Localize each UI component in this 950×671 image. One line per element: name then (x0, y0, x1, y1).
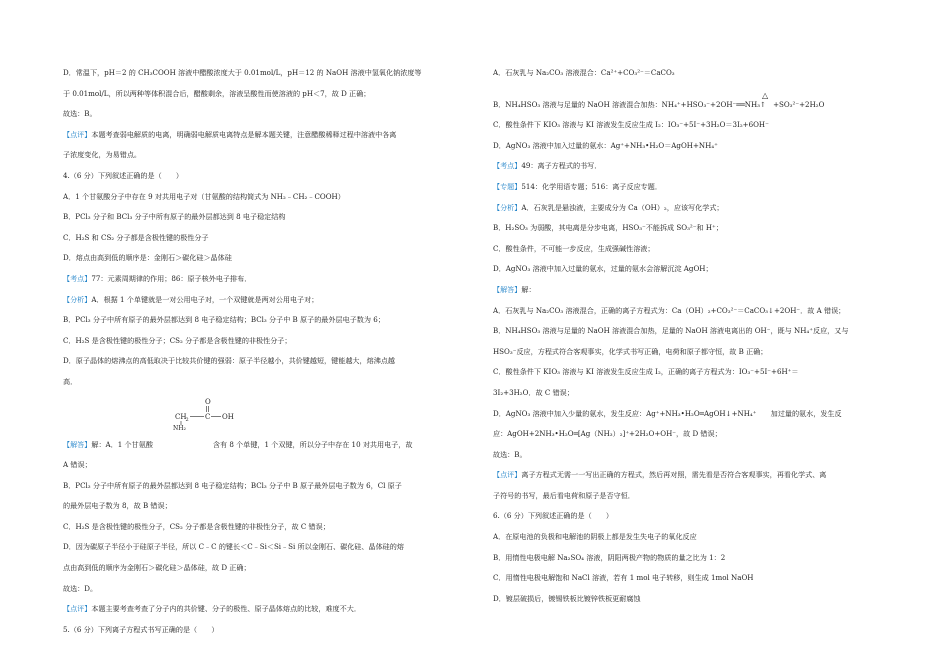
option-d: D．镀层破损后，镀锡铁板比镀锌铁板更耐腐蚀 (493, 593, 641, 603)
text-line: B．PCl₃ 分子中所有原子的最外层都达到 8 电子稳定结构；BCl₃ 分子中 B 原子最外层电子数为 6，Cl 原子 (63, 480, 402, 490)
knowledge-point-line: 【考点】77：元素周期律的作用；86：原子核外电子排布． (63, 273, 252, 283)
text-line: D．常温下，pH＝2 的 CH₃COOH 溶液中醋酸浓度大于 0.01mol/L，pH＝12 的 NaOH 溶液中氢氧化钠浓度等 (63, 68, 422, 77)
glycine-structure-diagram (173, 396, 253, 430)
amino-label: NH₂ (173, 424, 186, 430)
analysis-line: 【分析】A．石灰乳是悬浊液，主要成分为 Ca（OH）₂，应该写化学式； (493, 202, 724, 212)
oxygen-label: O (205, 397, 211, 406)
text-line: A 错误； (63, 460, 92, 470)
review-line: 【点评】本题考查弱电解质的电离，明确弱电解质电离特点是解本题关键，注意醋酸稀释过程中溶液中各离 (63, 129, 397, 139)
option-c: C．用惰性电极电解饱和 NaCl 溶液，若有 1 mol 电子转移，则生成 1mol NaOH (493, 573, 754, 583)
text-line: HSO₃⁻反应，方程式符合客观事实，化学式书写正确，电荷和原子都守恒，故 B 正确； (493, 346, 768, 356)
svg-text:C: C (205, 412, 211, 421)
left-column (63, 68, 469, 645)
text-line: B．H₂SO₃ 为弱酸，其电离是分步电离，HSO₃⁻不能拆成 SO₃²⁻和 H⁺； (493, 223, 723, 233)
text-line: D．AgNO₃ 溶液中加入少量的氨水，发生反应：Ag⁺+NH₃•H₂O═AgOH↓+NH₄⁺ 加过量的氨水，发生反 (493, 408, 842, 418)
text-line: D．因为碳原子半径小于硅原子半径，所以 C﹣C 的键长＜C﹣Si＜Si﹣Si 所以金刚石、碳化硅、晶体硅的熔 (63, 542, 404, 552)
svg-text:CH: CH (175, 412, 187, 421)
option-d: D．熔点由高到低的顺序是：金刚石＞碳化硅＞晶体硅 (63, 253, 232, 263)
text-line: C．酸性条件，不可能一步反应，生成强碱性溶液； (493, 243, 655, 253)
option-c: C．酸性条件下 KIO₃ 溶液与 KI 溶液发生反应生成 I₂：IO₃⁻+5I⁻+3H₂O＝3I₂+6OH⁻ (493, 120, 769, 130)
review-line: 【点评】本题主要考查考查了分子内的共价键、分子的极性、原子晶体熔点的比较，难度不大． (63, 604, 361, 614)
text-line: 故选：B。 (63, 109, 97, 119)
analysis-line: 【分析】A．根据 1 个单键就是一对公用电子对，一个双键就是两对公用电子对； (63, 294, 319, 304)
review-line: 【点评】离子方程式无需一一写出正确的方程式，然后再对照，需先看是否符合客观事实，再看化学式、离 (493, 470, 827, 480)
answer-line: 【解答】解： (493, 284, 536, 294)
text-line: 故选：B。 (493, 449, 527, 459)
text-line: A．石灰乳与 Na₂CO₃ 溶液混合，正确的离子方程式为：Ca（OH）₂+CO₃²⁻＝CaCO₃↓+2OH⁻．故 A 错误； (493, 305, 846, 315)
text-line: 的最外层电子数为 8，故 B 错误； (63, 501, 172, 511)
option-b: B．NH₄HSO₃ 溶液与足量的 NaOH 溶液混合加热：NH₄⁺+HSO₃⁻+2OH⁻══NH₃↑ +SO₃²⁻+2H₂O (493, 99, 825, 109)
text-line: 应：AgOH+2NH₃•H₂O═[Ag（NH₃）₂]⁺+2H₂O+OH⁻，故 D 错误； (493, 429, 722, 439)
option-a: A．石灰乳与 Na₂CO₃ 溶液混合：Ca²⁺+CO₃²⁻＝CaCO₃ (493, 68, 675, 77)
text-line: B．PCl₃ 分子中所有原子的最外层都达到 8 电子稳定结构；BCl₃ 分子中 B 原子的最外层电子数为 6； (63, 315, 385, 325)
text-line: D．AgNO₃ 溶液中加入过量的氨水，过量的氨水会溶解沉淀 AgOH； (493, 264, 713, 274)
option-a: A．1 个甘氨酸分子中存在 9 对共用电子对（甘氨酸的结构简式为 NH₂﹣CH₂﹣COOH） (63, 191, 345, 201)
hydroxyl-label: OH (222, 412, 234, 421)
answer-line: 【解答】解：A．1 个甘氨酸 含有 8 个单键，1 个双键，所以分子中存在 10 对共用电子，故 (63, 439, 413, 449)
option-c: C．H₂S 和 CS₂ 分子都是含极性键的极性分子 (63, 232, 209, 242)
option-b: B．用惰性电极电解 Na₂SO₄ 溶液，阴阳两极产物的物质的量之比为 1：2 (493, 552, 726, 562)
question-title: 6.（6 分）下列叙述正确的是（ ） (493, 511, 613, 521)
text-line: C．酸性条件下 KIO₃ 溶液与 KI 溶液发生反应生成 I₂，正确的离子方程式为：IO₃⁻+5I⁻+6H⁺＝ (493, 367, 799, 377)
right-column (493, 68, 891, 614)
text-line: 3I₂+3H₂O．故 C 错误； (493, 387, 574, 397)
text-line: 子符号的书写，最后看电荷和原子是否守恒． (493, 490, 635, 500)
text-line: 高． (63, 376, 78, 386)
delta-icon: △ (762, 90, 769, 100)
text-line: B．NH₄HSO₃ 溶液与足量的 NaOH 溶液混合加热，足量的 NaOH 溶液电离出的 OH⁻，既与 NH₄⁺反应，又与 (493, 326, 849, 336)
option-a: A．在原电池的负极和电解池的阴极上都是发生失电子的氧化反应 (493, 532, 697, 542)
question-title: 4.（6 分）下列叙述正确的是（ ） (63, 170, 183, 180)
text-line: D．原子晶体的熔沸点的高低取决于比较共价键的强弱：原子半径越小，共价键越短，键能越大，熔沸点越 (63, 356, 395, 366)
question-title: 5.（6 分）下列离子方程式书写正确的是（ ） (63, 624, 219, 634)
text-line: 故选：D。 (63, 583, 98, 593)
text-line: C．H₂S 是含极性键的极性分子，CS₂ 分子都是含极性键的非极性分子，故 C 错误； (63, 521, 330, 531)
option-b: B．PCl₃ 分子和 BCl₃ 分子中所有原子的最外层都达到 8 电子稳定结构 (63, 212, 286, 222)
knowledge-point-line: 【考点】49：离子方程式的书写． (493, 161, 602, 171)
text-line: 点由高到低的顺序为金刚石＞碳化硅＞晶体硅，故 D 正确； (63, 563, 251, 573)
glycine-structure (63, 396, 469, 440)
option-d: D．AgNO₃ 溶液中加入过量的氨水：Ag⁺+NH₃•H₂O＝AgOH+NH₄⁺ (493, 140, 718, 150)
text-line: C．H₂S 是含极性键的极性分子；CS₂ 分子都是含极性键的非极性分子； (63, 335, 292, 345)
heating-symbol-row (493, 89, 891, 100)
svg-text:2: 2 (185, 416, 189, 423)
text-line: 于 0.01mol/L，所以两种等体积混合后，醋酸剩余，溶液呈酸性而使溶液的 pH＜7，故 D 正确； (63, 88, 371, 98)
text-line: 子浓度变化，为易错点。 (63, 150, 142, 160)
topic-line: 【专题】514：化学用语专题；516：离子反应专题． (493, 181, 662, 191)
